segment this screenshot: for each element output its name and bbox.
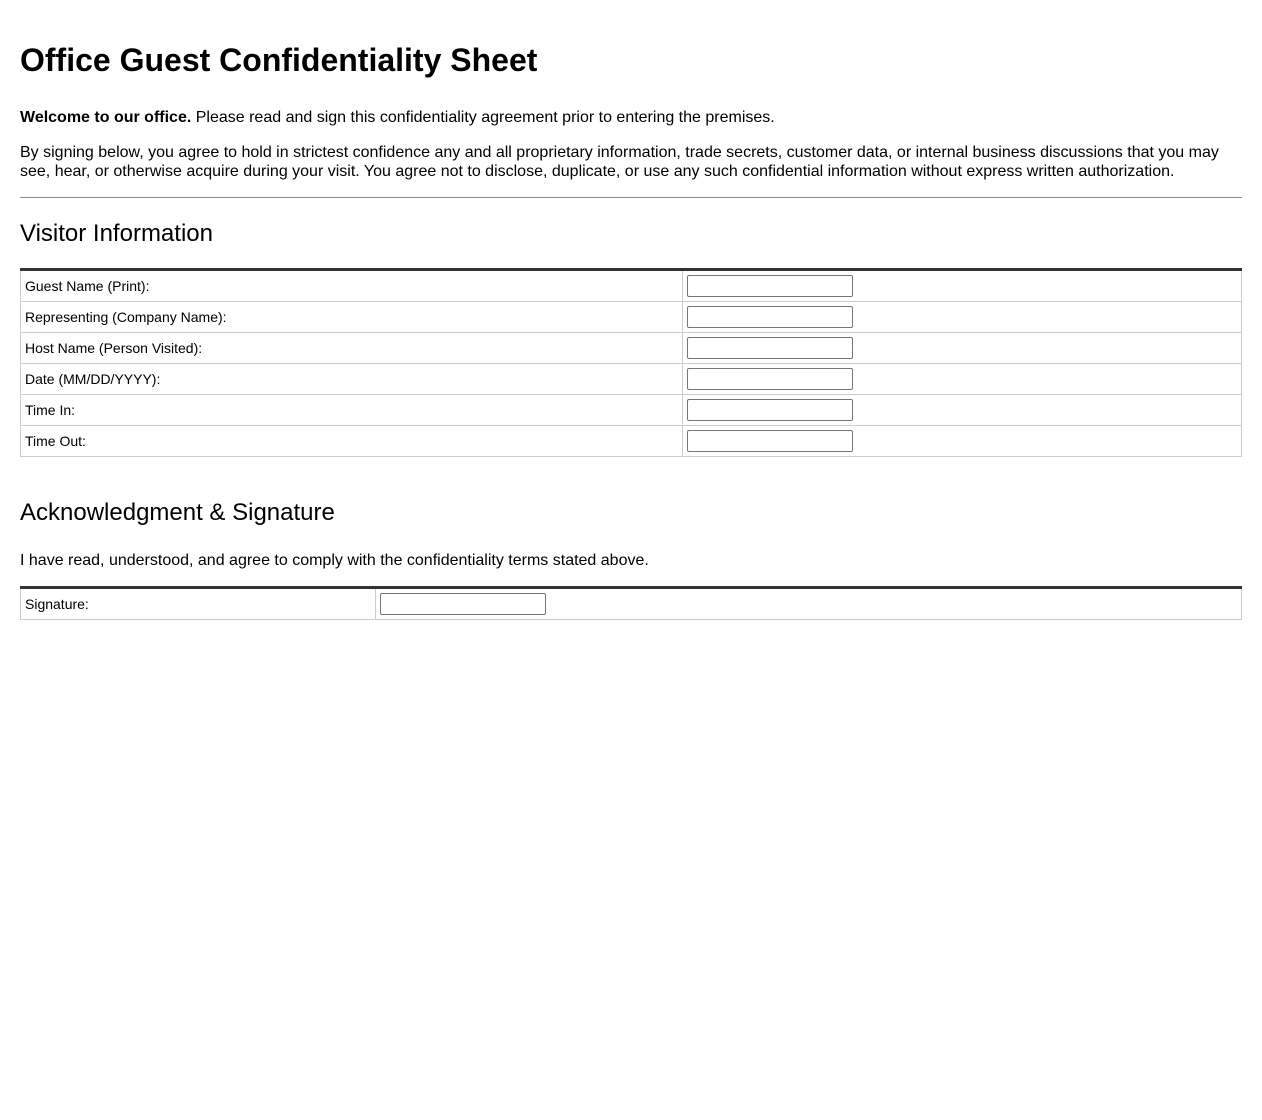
table-row: [21, 395, 1242, 426]
guest-name-cell: [683, 270, 1242, 302]
table-row: [21, 588, 1242, 620]
agreement-text: By signing below, you agree to hold in strictest confidence any and all proprietary information, trade secrets, customer data, or internal business discussions that you may see, hear, or otherwise acquire during your visit. You agree not to disclose, duplicate, or use any such confidential information without express written authorization.: [20, 144, 1219, 180]
acknowledgment-heading: Acknowledgment & Signature: [20, 499, 335, 526]
section-divider: [20, 197, 1242, 198]
company-name-cell: [683, 302, 1242, 333]
welcome-instructions: Please read and sign this confidentiality agreement prior to entering the premises.: [191, 109, 775, 126]
guest-name-label: Guest Name (Print):: [21, 270, 683, 302]
table-row: [21, 333, 1242, 364]
acknowledgment-statement: I have read, understood, and agree to comply with the confidentiality terms stated above.: [20, 552, 649, 569]
intro-paragraph: [20, 108, 1242, 127]
company-name-label: Representing (Company Name):: [21, 302, 683, 333]
time-in-label: Time In:: [21, 395, 683, 426]
visitor-info-heading: Visitor Information: [20, 220, 213, 247]
table-row: [21, 364, 1242, 395]
time-in-input[interactable]: [687, 399, 853, 421]
table-row: [21, 270, 1242, 302]
signature-label: Signature:: [21, 588, 376, 620]
page-title: Office Guest Confidentiality Sheet: [20, 42, 538, 78]
section-spacer: [20, 457, 1242, 487]
date-cell: [683, 364, 1242, 395]
time-out-input[interactable]: [687, 430, 853, 452]
signature-table: [20, 586, 1242, 620]
date-label: Date (MM/DD/YYYY):: [21, 364, 683, 395]
time-in-cell: [683, 395, 1242, 426]
time-out-label: Time Out:: [21, 426, 683, 457]
visitor-info-table: [20, 268, 1242, 457]
host-name-input[interactable]: [687, 337, 853, 359]
signature-cell: [376, 588, 1242, 620]
welcome-text: Welcome to our office.: [20, 109, 192, 126]
time-out-cell: [683, 426, 1242, 457]
table-row: [21, 302, 1242, 333]
company-name-input[interactable]: [687, 306, 853, 328]
host-name-cell: [683, 333, 1242, 364]
table-row: [21, 426, 1242, 457]
host-name-label: Host Name (Person Visited):: [21, 333, 683, 364]
date-input[interactable]: [687, 368, 853, 390]
guest-name-input[interactable]: [687, 275, 853, 297]
signature-input[interactable]: [380, 593, 546, 615]
